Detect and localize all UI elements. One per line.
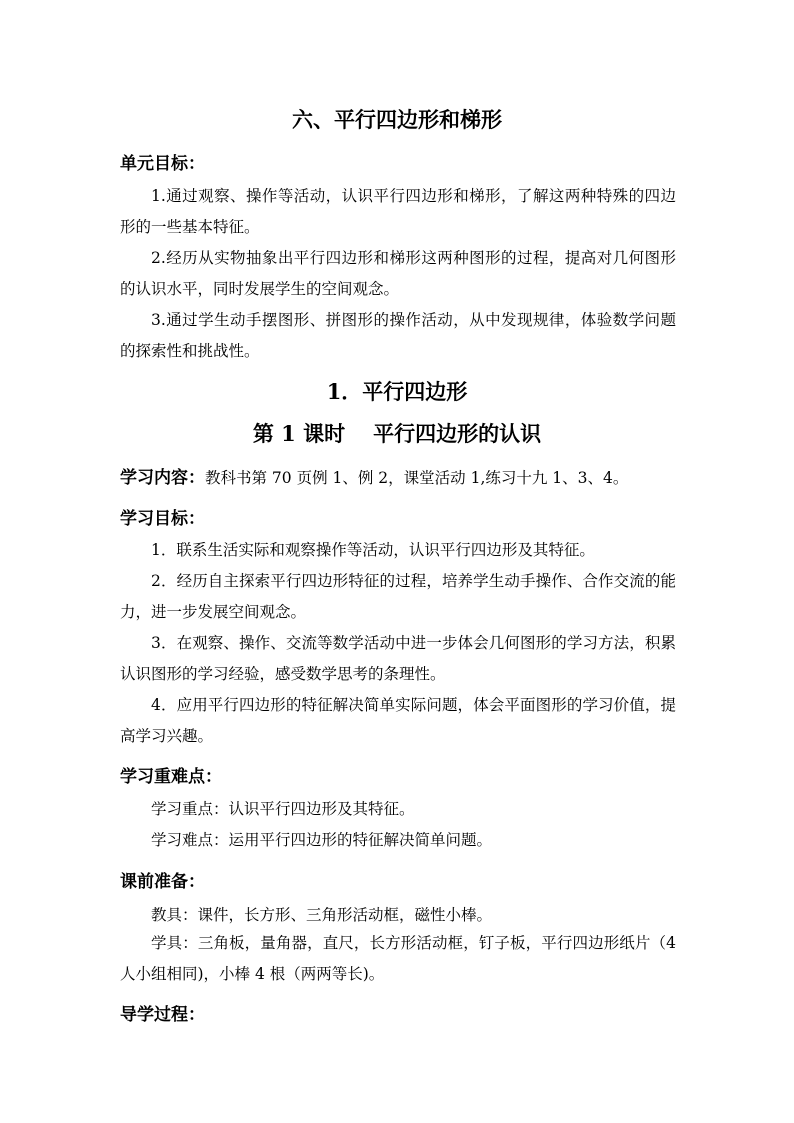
key-points-heading: 学习重难点： (120, 767, 222, 787)
objective-item: 4．应用平行四边形的特征解决简单实际问题，体会平面图形的学习价值，提高学习兴趣。 (120, 696, 676, 745)
unit-goal-item: 1.通过观察、操作等活动，认识平行四边形和梯形，了解这两种特殊的四边形的一些基本特征。 (120, 187, 676, 236)
section-title: 1．平行四边形 (326, 379, 468, 404)
unit-goal-item: 3.通过学生动手摆图形、拼图形的操作活动，从中发现规律，体验数学问题的探索性和挑战性。 (120, 311, 676, 360)
student-tools: 学具：三角板，量角器，直尺，长方形活动框，钉子板，平行四边形纸片（4 人小组相同)，小棒 4 根（两两等长)。 (120, 934, 676, 983)
key-difficulty: 学习难点：运用平行四边形的特征解决简单问题。 (151, 831, 493, 849)
lesson-name: 平行四边形的认识 (373, 421, 542, 446)
unit-title: 六、平行四边形和梯形 (292, 107, 502, 132)
learning-content (120, 463, 628, 488)
objective-item: 1．联系生活实际和观察操作等活动，认识平行四边形及其特征。 (151, 541, 595, 559)
objectives-heading: 学习目标： (120, 509, 205, 529)
objective-item: 2．经历自主探索平行四边形特征的过程，培养学生动手操作、合作交流的能力，进一步发展空间观念。 (120, 572, 676, 621)
preparation-heading: 课前准备： (120, 872, 205, 892)
process-heading: 导学过程： (120, 1005, 205, 1025)
learning-content-text: 教科书第 70 页例 1、例 2，课堂活动 1,练习十九 1、3、4。 (205, 469, 629, 487)
objective-item: 3．在观察、操作、交流等数学活动中进一步体会几何图形的学习方法，积累认识图形的学习经验，感受数学思考的条理性。 (120, 634, 676, 683)
unit-goal-item: 2.经历从实物抽象出平行四边形和梯形这两种图形的过程，提高对几何图形的认识水平，同时发展学生的空间观念。 (120, 249, 676, 298)
learning-content-label: 学习内容： (120, 468, 205, 488)
unit-goals-heading: 单元目标： (120, 154, 205, 174)
lesson-number: 第 1 课时 (252, 421, 346, 446)
teacher-tools: 教具：课件，长方形、三角形活动框，磁性小棒。 (151, 906, 493, 924)
lesson-title (0, 418, 794, 448)
key-focus: 学习重点：认识平行四边形及其特征。 (151, 800, 415, 818)
